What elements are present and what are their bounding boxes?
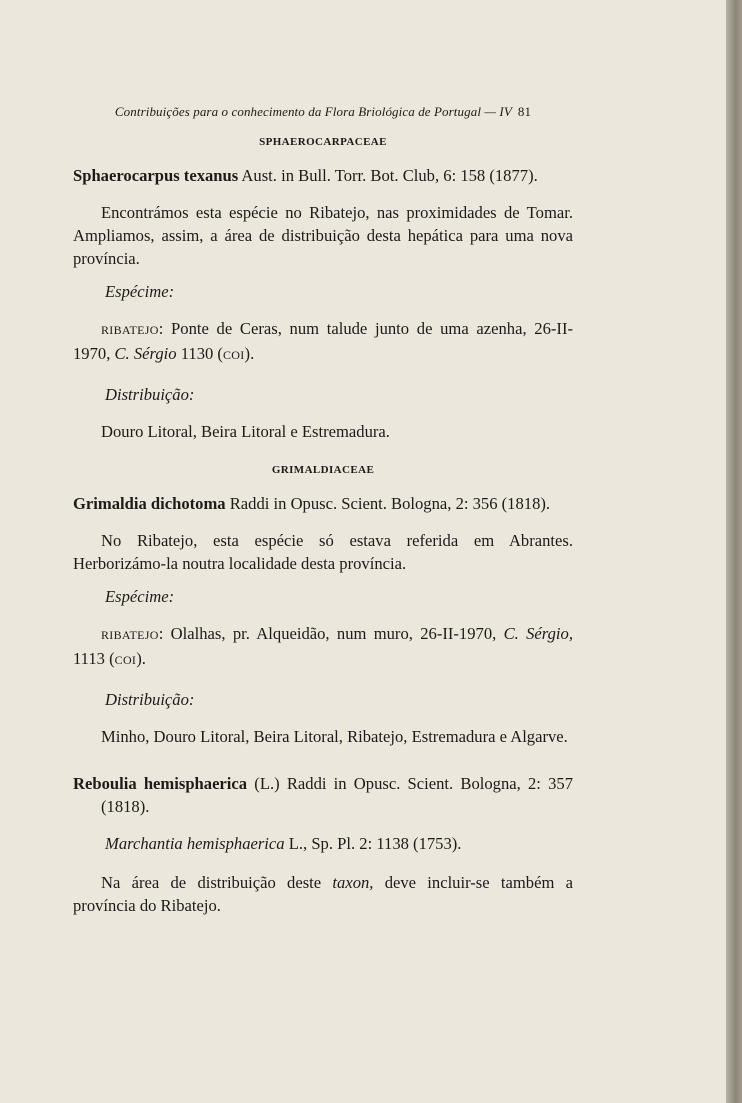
synonym-name: Marchantia hemisphaerica (105, 834, 285, 853)
body-paragraph: Encontrámos esta espécie no Ribatejo, nas proximidades de Tomar. Ampliamos, assim, a área de distribuição desta hepática para uma nova província. (73, 203, 573, 268)
species-name: Sphaerocarpus texanus (73, 166, 239, 185)
specimen-close: ). (136, 649, 146, 668)
distribution-label: Distribuição: (105, 385, 195, 404)
running-head (73, 100, 573, 123)
body-paragraph (73, 871, 573, 917)
species-entry (73, 164, 573, 187)
synonym-entry (73, 832, 573, 855)
species-citation: Aust. in Bull. Torr. Bot. Club, 6: 158 (1877). (238, 166, 538, 185)
species-name: Reboulia hemisphaerica (73, 774, 248, 793)
species-entry (73, 772, 573, 818)
specimen-locality: : Ponte de Ceras, num talude junto de uma azenha, 26-II-1970, (73, 319, 573, 363)
species-citation: (L.) Raddi in Opusc. Scient. Bologna, 2: 357 (1818). (101, 774, 573, 816)
specimen-locality: : Olalhas, pr. Alqueidão, num muro, 26-II-1970, (158, 624, 504, 643)
distribution-text: Minho, Douro Litoral, Beira Litoral, Ribatejo, Estremadura e Algarve. (101, 727, 568, 746)
paragraph-start: Na área de distribuição deste (101, 873, 333, 892)
collector-name: C. Sérgio (114, 344, 177, 363)
distribution-label: Distribuição: (105, 690, 195, 709)
body-paragraph: No Ribatejo, esta espécie só estava referida em Abrantes. Herborizámo-la noutra localidade desta província. (73, 531, 573, 573)
species-citation: Raddi in Opusc. Scient. Bologna, 2: 356 (1818). (225, 494, 551, 513)
specimen-region: RIBATEJO (101, 323, 159, 337)
family-heading: GRIMALDIACEAE (271, 464, 375, 476)
herbarium-code: COI (222, 348, 245, 362)
herbarium-code: COI (114, 653, 137, 667)
collector-name: C. Sérgio, (503, 624, 573, 643)
page-number: 81 (517, 104, 532, 119)
specimen-record (73, 622, 573, 672)
page-content (73, 100, 573, 927)
specimen-number: 1130 ( (176, 344, 223, 363)
distribution-text: Douro Litoral, Beira Litoral e Estremadura. (101, 422, 390, 441)
species-name: Grimaldia dichotoma (73, 494, 226, 513)
specimen-label: Espécime: (105, 587, 175, 606)
specimen-region: RIBATEJO (101, 628, 159, 642)
taxon-word: taxon, (332, 873, 374, 892)
specimen-record (73, 317, 573, 367)
synonym-citation: L., Sp. Pl. 2: 1138 (1753). (284, 834, 462, 853)
specimen-close: ). (244, 344, 255, 363)
running-title: Contribuições para o conhecimento da Flora Briológica de Portugal — IV (114, 104, 512, 119)
page-edge (726, 0, 742, 1103)
specimen-number: 1113 ( (73, 649, 115, 668)
specimen-label: Espécime: (105, 282, 175, 301)
species-entry (73, 492, 573, 515)
spacer (73, 762, 573, 772)
family-heading: SPHAEROCARPACEAE (259, 136, 387, 148)
paragraph-end: deve incluir-se também a província do Ribatejo. (73, 873, 573, 915)
